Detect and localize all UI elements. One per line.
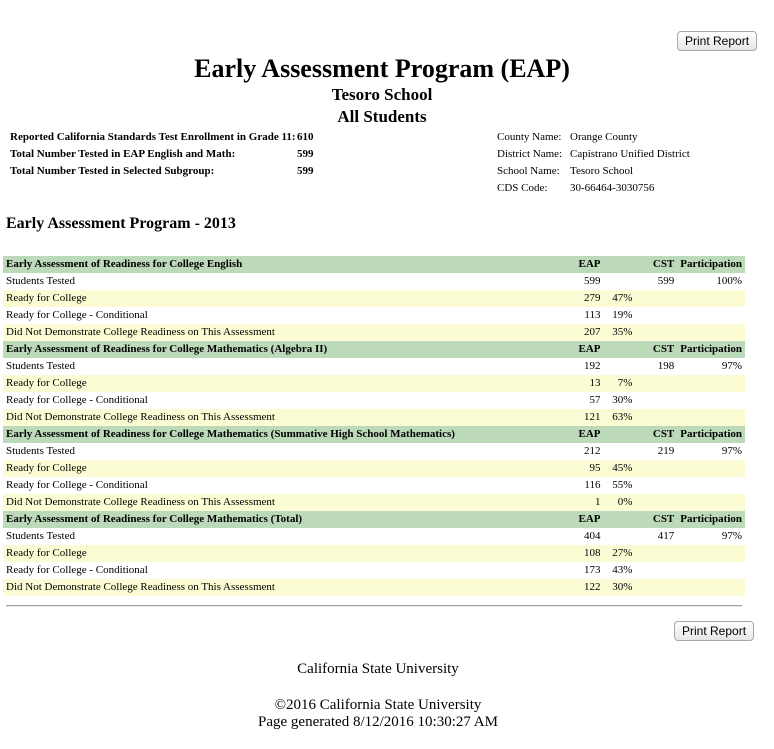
district-label: District Name: (497, 148, 563, 160)
column-header-participation: Participation (677, 256, 745, 273)
row-label: Did Not Demonstrate College Readiness on This Assessment (3, 494, 556, 511)
column-header-cst: CST (635, 426, 677, 443)
column-header-participation: Participation (677, 341, 745, 358)
page-title: Early Assessment Program (EAP) (194, 54, 570, 83)
print-report-button-top[interactable]: Print Report (677, 31, 757, 51)
tested-eap-value: 599 (297, 148, 314, 160)
row-eap-percent: 43% (604, 562, 636, 579)
column-header-eap: EAP (556, 426, 604, 443)
row-eap-count: 212 (556, 443, 604, 460)
row-cst-count (635, 290, 677, 307)
row-eap-percent: 19% (604, 307, 636, 324)
row-label: Did Not Demonstrate College Readiness on This Assessment (3, 324, 556, 341)
row-participation (677, 494, 745, 511)
row-eap-count: 192 (556, 358, 604, 375)
row-label: Students Tested (3, 358, 556, 375)
column-header-eap: EAP (556, 341, 604, 358)
school-title: Tesoro School (331, 85, 433, 104)
row-cst-count (635, 545, 677, 562)
row-participation (677, 307, 745, 324)
row-participation (677, 579, 745, 596)
row-participation (677, 477, 745, 494)
row-eap-count: 173 (556, 562, 604, 579)
section-title: Early Assessment Program - 2013 (6, 215, 236, 232)
tested-subgroup-label: Total Number Tested in Selected Subgroup: (10, 165, 215, 177)
section-header-row (3, 426, 745, 443)
row-cst-count: 219 (635, 443, 677, 460)
district-value: Capistrano Unified District (570, 148, 690, 160)
row-eap-percent: 45% (604, 460, 636, 477)
row-eap-count: 57 (556, 392, 604, 409)
row-eap-count: 207 (556, 324, 604, 341)
table-row (3, 392, 745, 409)
row-label: Ready for College (3, 460, 556, 477)
subgroup-title: All Students (337, 107, 427, 126)
table-row (3, 562, 745, 579)
row-cst-count: 417 (635, 528, 677, 545)
column-header-eap: EAP (556, 256, 604, 273)
row-eap-percent: 30% (604, 579, 636, 596)
section-header-row (3, 256, 745, 273)
tested-eap-label: Total Number Tested in EAP English and Math: (10, 148, 236, 160)
row-cst-count (635, 494, 677, 511)
column-header-pct (604, 341, 636, 358)
table-row (3, 324, 745, 341)
school-name-value: Tesoro School (570, 165, 634, 177)
row-participation (677, 290, 745, 307)
row-eap-percent: 35% (604, 324, 636, 341)
table-row (3, 545, 745, 562)
row-label: Did Not Demonstrate College Readiness on This Assessment (3, 579, 556, 596)
table-row (3, 409, 745, 426)
row-cst-count (635, 460, 677, 477)
row-cst-count (635, 392, 677, 409)
cds-code-label: CDS Code: (497, 182, 548, 194)
row-label: Students Tested (3, 443, 556, 460)
row-eap-percent: 63% (604, 409, 636, 426)
row-eap-count: 95 (556, 460, 604, 477)
row-eap-count: 108 (556, 545, 604, 562)
row-label: Ready for College (3, 375, 556, 392)
enrollment-label: Reported California Standards Test Enrollment in Grade 11: (10, 131, 296, 143)
table-row (3, 528, 745, 545)
footer-university: California State University (297, 661, 459, 677)
row-eap-count: 116 (556, 477, 604, 494)
row-eap-count: 121 (556, 409, 604, 426)
row-eap-count: 599 (556, 273, 604, 290)
row-cst-count (635, 579, 677, 596)
section-header-title: Early Assessment of Readiness for College Mathematics (Total) (3, 511, 556, 528)
row-label: Ready for College (3, 545, 556, 562)
table-row (3, 375, 745, 392)
county-label: County Name: (497, 131, 562, 143)
row-cst-count (635, 375, 677, 392)
row-eap-count: 279 (556, 290, 604, 307)
row-cst-count: 198 (635, 358, 677, 375)
column-header-cst: CST (635, 256, 677, 273)
row-label: Students Tested (3, 273, 556, 290)
row-participation (677, 409, 745, 426)
row-eap-percent (604, 358, 636, 375)
table-row (3, 443, 745, 460)
row-participation (677, 324, 745, 341)
row-label: Ready for College - Conditional (3, 307, 556, 324)
table-row (3, 460, 745, 477)
row-eap-count: 13 (556, 375, 604, 392)
eap-results-table (3, 256, 745, 596)
row-participation: 100% (677, 273, 745, 290)
row-eap-percent: 30% (604, 392, 636, 409)
row-cst-count (635, 307, 677, 324)
section-header-row (3, 341, 745, 358)
row-eap-percent: 0% (604, 494, 636, 511)
table-row (3, 477, 745, 494)
footer-generated: Page generated 8/12/2016 10:30:27 AM (258, 714, 498, 730)
column-header-cst: CST (635, 511, 677, 528)
footer-copyright: ©2016 California State University (274, 697, 482, 713)
column-header-eap: EAP (556, 511, 604, 528)
row-eap-count: 404 (556, 528, 604, 545)
table-row (3, 494, 745, 511)
row-eap-percent: 7% (604, 375, 636, 392)
row-participation (677, 392, 745, 409)
row-eap-percent (604, 528, 636, 545)
row-cst-count (635, 477, 677, 494)
row-participation (677, 562, 745, 579)
tested-subgroup-value: 599 (297, 165, 314, 177)
table-row (3, 290, 745, 307)
column-header-participation: Participation (677, 511, 745, 528)
section-header-title: Early Assessment of Readiness for College Mathematics (Summative High School Mathematics) (3, 426, 556, 443)
column-header-pct (604, 256, 636, 273)
enrollment-value: 610 (297, 131, 314, 143)
row-cst-count: 599 (635, 273, 677, 290)
row-eap-count: 113 (556, 307, 604, 324)
row-participation (677, 375, 745, 392)
row-label: Ready for College - Conditional (3, 477, 556, 494)
table-row (3, 579, 745, 596)
row-eap-percent: 55% (604, 477, 636, 494)
row-eap-percent: 27% (604, 545, 636, 562)
row-label: Students Tested (3, 528, 556, 545)
table-row (3, 273, 745, 290)
school-name-label: School Name: (497, 165, 560, 177)
table-row (3, 358, 745, 375)
cds-code-value: 30-66464-3030756 (570, 182, 655, 194)
row-eap-count: 1 (556, 494, 604, 511)
section-header-row (3, 511, 745, 528)
row-participation: 97% (677, 358, 745, 375)
section-header-title: Early Assessment of Readiness for College Mathematics (Algebra II) (3, 341, 556, 358)
row-eap-count: 122 (556, 579, 604, 596)
row-participation (677, 545, 745, 562)
table-row (3, 307, 745, 324)
row-label: Ready for College - Conditional (3, 562, 556, 579)
column-header-participation: Participation (677, 426, 745, 443)
column-header-cst: CST (635, 341, 677, 358)
row-eap-percent (604, 443, 636, 460)
row-cst-count (635, 324, 677, 341)
row-cst-count (635, 409, 677, 426)
column-header-pct (604, 511, 636, 528)
row-participation: 97% (677, 443, 745, 460)
row-label: Ready for College (3, 290, 556, 307)
print-report-button-bottom[interactable]: Print Report (674, 621, 754, 641)
row-label: Ready for College - Conditional (3, 392, 556, 409)
county-value: Orange County (570, 131, 638, 143)
row-cst-count (635, 562, 677, 579)
section-header-title: Early Assessment of Readiness for College English (3, 256, 556, 273)
column-header-pct (604, 426, 636, 443)
row-eap-percent (604, 273, 636, 290)
row-label: Did Not Demonstrate College Readiness on This Assessment (3, 409, 556, 426)
divider (6, 605, 742, 607)
row-eap-percent: 47% (604, 290, 636, 307)
row-participation (677, 460, 745, 477)
row-participation: 97% (677, 528, 745, 545)
